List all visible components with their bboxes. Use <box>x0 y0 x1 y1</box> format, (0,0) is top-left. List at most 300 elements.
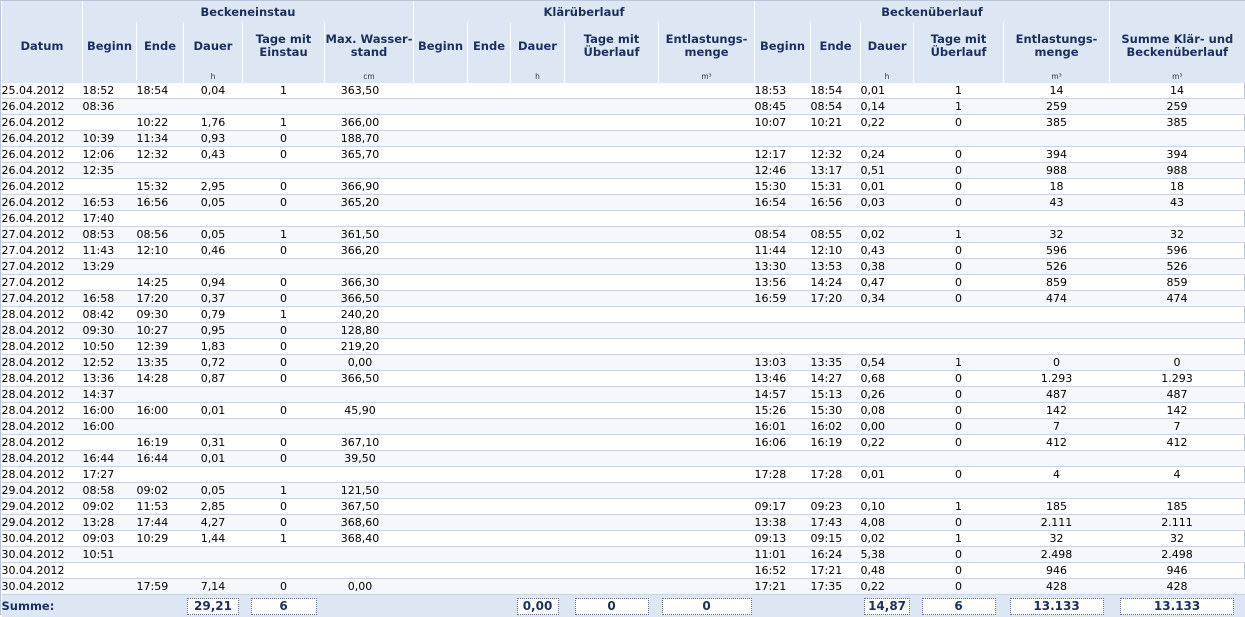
table-row <box>2 499 1245 515</box>
cell-summe: 988 <box>1110 163 1245 179</box>
cell-summe <box>1110 211 1245 227</box>
cell-datum: 25.04.2012 <box>2 83 83 99</box>
cell-summe: 2.498 <box>1110 547 1245 563</box>
cell-einstau-beginn: 08:58 <box>83 483 137 499</box>
cell-klaer-beginn <box>414 499 468 515</box>
cell-klaer-menge <box>659 483 755 499</box>
cell-summe: 946 <box>1110 563 1245 579</box>
cell-klaer-beginn <box>414 387 468 403</box>
cell-becken-dauer: 4,08 <box>861 515 914 531</box>
cell-klaer-ende <box>468 147 511 163</box>
column-header-summe: Summe Klär- und Beckenüberlauf <box>1110 23 1245 69</box>
cell-summe <box>1110 451 1245 467</box>
cell-datum: 30.04.2012 <box>2 579 83 595</box>
cell-klaer-menge <box>659 323 755 339</box>
cell-tage-mit-einstau: 0 <box>243 451 325 467</box>
cell-becken-ende: 13:17 <box>811 163 861 179</box>
cell-datum: 28.04.2012 <box>2 435 83 451</box>
cell-tage-mit-einstau: 0 <box>243 323 325 339</box>
cell-einstau-dauer: 0,05 <box>184 195 243 211</box>
cell-einstau-ende <box>137 99 184 115</box>
unit-cell <box>2 69 83 83</box>
cell-klaer-ende <box>468 355 511 371</box>
unit-cell <box>243 69 325 83</box>
cell-klaer-menge <box>659 195 755 211</box>
cell-klaer-tage <box>565 243 659 259</box>
cell-becken-beginn <box>755 323 811 339</box>
cell-becken-dauer <box>861 307 914 323</box>
cell-becken-ende <box>811 483 861 499</box>
column-header-becken-tage: Tage mit Überlauf <box>914 23 1004 69</box>
table-header <box>2 1 1245 83</box>
cell-klaer-tage <box>565 467 659 483</box>
cell-einstau-dauer: 0,94 <box>184 275 243 291</box>
column-header-becken-ende: Ende <box>811 23 861 69</box>
cell-summe: 0 <box>1110 355 1245 371</box>
cell-klaer-ende <box>468 211 511 227</box>
cell-klaer-dauer <box>511 83 565 99</box>
cell-klaer-tage <box>565 227 659 243</box>
cell-max-wasserstand: 0,00 <box>325 579 414 595</box>
cell-becken-dauer <box>861 451 914 467</box>
cell-klaer-beginn <box>414 147 468 163</box>
cell-einstau-ende: 12:39 <box>137 339 184 355</box>
cell-datum: 26.04.2012 <box>2 163 83 179</box>
cell-becken-ende: 15:13 <box>811 387 861 403</box>
cell-klaer-dauer <box>511 227 565 243</box>
cell-einstau-beginn <box>83 579 137 595</box>
cell-einstau-dauer <box>184 387 243 403</box>
cell-becken-beginn <box>755 339 811 355</box>
cell-einstau-ende: 13:35 <box>137 355 184 371</box>
cell-becken-beginn: 15:30 <box>755 179 811 195</box>
cell-einstau-beginn: 13:36 <box>83 371 137 387</box>
summary-becken-menge: 13.133 <box>1010 598 1104 615</box>
cell-becken-beginn <box>755 307 811 323</box>
cell-klaer-menge <box>659 531 755 547</box>
cell-datum: 26.04.2012 <box>2 195 83 211</box>
cell-becken-beginn: 10:07 <box>755 115 811 131</box>
cell-datum: 27.04.2012 <box>2 275 83 291</box>
cell-klaer-tage <box>565 563 659 579</box>
cell-becken-menge: 142 <box>1004 403 1110 419</box>
cell-max-wasserstand <box>325 547 414 563</box>
cell-max-wasserstand: 121,50 <box>325 483 414 499</box>
cell-klaer-tage <box>565 83 659 99</box>
cell-datum: 29.04.2012 <box>2 499 83 515</box>
cell-becken-tage <box>914 483 1004 499</box>
cell-klaer-tage <box>565 403 659 419</box>
cell-einstau-dauer: 4,27 <box>184 515 243 531</box>
cell-tage-mit-einstau <box>243 387 325 403</box>
cell-einstau-beginn: 17:40 <box>83 211 137 227</box>
table-row <box>2 179 1245 195</box>
cell-klaer-dauer <box>511 355 565 371</box>
cell-klaer-beginn <box>414 131 468 147</box>
cell-tage-mit-einstau: 1 <box>243 83 325 99</box>
cell-tage-mit-einstau: 1 <box>243 115 325 131</box>
column-header-klaer-dauer: Dauer <box>511 23 565 69</box>
column-header-becken-menge: Entlastungs-menge <box>1004 23 1110 69</box>
cell-einstau-ende: 18:54 <box>137 83 184 99</box>
cell-max-wasserstand <box>325 259 414 275</box>
cell-einstau-ende: 10:29 <box>137 531 184 547</box>
table-row <box>2 163 1245 179</box>
cell-einstau-dauer: 2,85 <box>184 499 243 515</box>
cell-becken-tage: 0 <box>914 291 1004 307</box>
summary-label: Summe: <box>2 595 184 617</box>
cell-einstau-ende: 10:27 <box>137 323 184 339</box>
cell-datum: 26.04.2012 <box>2 147 83 163</box>
cell-einstau-ende <box>137 563 184 579</box>
cell-klaer-menge <box>659 291 755 307</box>
cell-becken-menge: 14 <box>1004 83 1110 99</box>
cell-becken-dauer: 0,68 <box>861 371 914 387</box>
cell-becken-tage <box>914 131 1004 147</box>
cell-einstau-dauer: 1,44 <box>184 531 243 547</box>
cell-klaer-tage <box>565 307 659 323</box>
table-row <box>2 531 1245 547</box>
cell-becken-menge: 43 <box>1004 195 1110 211</box>
cell-becken-beginn: 12:46 <box>755 163 811 179</box>
cell-summe: 4 <box>1110 467 1245 483</box>
unit-becken-menge: m³ <box>1004 69 1110 83</box>
cell-einstau-ende: 11:34 <box>137 131 184 147</box>
cell-einstau-ende: 12:10 <box>137 243 184 259</box>
cell-klaer-beginn <box>414 179 468 195</box>
cell-becken-beginn: 17:21 <box>755 579 811 595</box>
cell-einstau-beginn <box>83 563 137 579</box>
cell-becken-beginn: 16:54 <box>755 195 811 211</box>
cell-klaer-menge <box>659 451 755 467</box>
cell-datum: 28.04.2012 <box>2 419 83 435</box>
cell-klaer-ende <box>468 163 511 179</box>
cell-becken-dauer: 0,08 <box>861 403 914 419</box>
cell-becken-menge: 526 <box>1004 259 1110 275</box>
cell-summe: 859 <box>1110 275 1245 291</box>
cell-becken-tage: 0 <box>914 115 1004 131</box>
cell-klaer-dauer <box>511 211 565 227</box>
cell-becken-tage: 0 <box>914 371 1004 387</box>
cell-becken-dauer: 0,43 <box>861 243 914 259</box>
cell-klaer-tage <box>565 147 659 163</box>
cell-klaer-ende <box>468 403 511 419</box>
cell-becken-beginn: 08:54 <box>755 227 811 243</box>
cell-becken-tage: 0 <box>914 195 1004 211</box>
group-header-beckenueberlauf: Beckenüberlauf <box>755 1 1110 23</box>
cell-becken-menge <box>1004 339 1110 355</box>
cell-datum: 27.04.2012 <box>2 243 83 259</box>
cell-tage-mit-einstau <box>243 419 325 435</box>
cell-becken-menge: 259 <box>1004 99 1110 115</box>
unit-cell <box>811 69 861 83</box>
cell-becken-tage: 0 <box>914 435 1004 451</box>
cell-klaer-ende <box>468 531 511 547</box>
cell-einstau-ende: 14:25 <box>137 275 184 291</box>
table-row <box>2 83 1245 99</box>
cell-einstau-dauer <box>184 547 243 563</box>
cell-max-wasserstand <box>325 99 414 115</box>
cell-max-wasserstand <box>325 387 414 403</box>
cell-becken-dauer: 0,02 <box>861 531 914 547</box>
cell-klaer-dauer <box>511 163 565 179</box>
cell-klaer-beginn <box>414 227 468 243</box>
cell-max-wasserstand: 366,30 <box>325 275 414 291</box>
cell-summe: 259 <box>1110 99 1245 115</box>
cell-becken-dauer: 0,22 <box>861 115 914 131</box>
cell-einstau-dauer: 0,04 <box>184 83 243 99</box>
unit-cell <box>565 69 659 83</box>
cell-becken-tage: 0 <box>914 243 1004 259</box>
cell-klaer-beginn <box>414 115 468 131</box>
cell-klaer-tage <box>565 419 659 435</box>
cell-datum: 26.04.2012 <box>2 211 83 227</box>
cell-einstau-ende: 09:02 <box>137 483 184 499</box>
cell-klaer-tage <box>565 115 659 131</box>
cell-einstau-beginn: 16:00 <box>83 403 137 419</box>
cell-becken-ende: 15:30 <box>811 403 861 419</box>
table-row <box>2 259 1245 275</box>
table-row <box>2 451 1245 467</box>
unit-cell <box>468 69 511 83</box>
cell-tage-mit-einstau <box>243 211 325 227</box>
unit-cell <box>83 69 137 83</box>
cell-max-wasserstand: 365,70 <box>325 147 414 163</box>
cell-tage-mit-einstau: 0 <box>243 339 325 355</box>
cell-klaer-ende <box>468 451 511 467</box>
cell-becken-ende: 14:24 <box>811 275 861 291</box>
cell-klaer-tage <box>565 195 659 211</box>
cell-summe <box>1110 307 1245 323</box>
cell-datum: 30.04.2012 <box>2 563 83 579</box>
cell-becken-menge <box>1004 323 1110 339</box>
cell-max-wasserstand: 363,50 <box>325 83 414 99</box>
table-row <box>2 371 1245 387</box>
cell-summe: 32 <box>1110 227 1245 243</box>
cell-becken-menge: 385 <box>1004 115 1110 131</box>
cell-einstau-dauer: 0,05 <box>184 483 243 499</box>
cell-becken-menge: 185 <box>1004 499 1110 515</box>
cell-klaer-dauer <box>511 387 565 403</box>
cell-klaer-beginn <box>414 99 468 115</box>
cell-einstau-beginn: 17:27 <box>83 467 137 483</box>
cell-max-wasserstand: 365,20 <box>325 195 414 211</box>
cell-einstau-beginn: 09:02 <box>83 499 137 515</box>
cell-klaer-dauer <box>511 403 565 419</box>
cell-max-wasserstand: 367,10 <box>325 435 414 451</box>
cell-klaer-dauer <box>511 275 565 291</box>
cell-einstau-dauer: 0,05 <box>184 227 243 243</box>
unit-klaer-dauer: h <box>511 69 565 83</box>
cell-einstau-beginn: 10:39 <box>83 131 137 147</box>
cell-becken-dauer <box>861 131 914 147</box>
cell-klaer-dauer <box>511 307 565 323</box>
cell-max-wasserstand: 45,90 <box>325 403 414 419</box>
cell-becken-beginn <box>755 131 811 147</box>
table-row <box>2 339 1245 355</box>
cell-einstau-ende: 08:56 <box>137 227 184 243</box>
cell-max-wasserstand: 366,00 <box>325 115 414 131</box>
cell-klaer-beginn <box>414 339 468 355</box>
table-row <box>2 323 1245 339</box>
cell-klaer-beginn <box>414 451 468 467</box>
cell-klaer-dauer <box>511 259 565 275</box>
cell-klaer-tage <box>565 387 659 403</box>
cell-klaer-menge <box>659 499 755 515</box>
cell-klaer-tage <box>565 259 659 275</box>
cell-summe: 7 <box>1110 419 1245 435</box>
cell-becken-ende: 14:27 <box>811 371 861 387</box>
cell-klaer-menge <box>659 579 755 595</box>
cell-klaer-ende <box>468 387 511 403</box>
table-row <box>2 99 1245 115</box>
cell-becken-tage: 1 <box>914 99 1004 115</box>
summary-klaer-dauer: 0,00 <box>517 598 559 615</box>
cell-becken-dauer: 0,38 <box>861 259 914 275</box>
cell-summe: 185 <box>1110 499 1245 515</box>
cell-becken-ende: 09:23 <box>811 499 861 515</box>
cell-einstau-dauer <box>184 99 243 115</box>
cell-becken-tage: 0 <box>914 387 1004 403</box>
cell-klaer-ende <box>468 563 511 579</box>
cell-einstau-dauer: 0,01 <box>184 403 243 419</box>
unit-cell <box>137 69 184 83</box>
cell-becken-ende: 15:31 <box>811 179 861 195</box>
cell-becken-menge: 7 <box>1004 419 1110 435</box>
cell-klaer-beginn <box>414 531 468 547</box>
cell-becken-beginn: 08:45 <box>755 99 811 115</box>
cell-becken-menge: 474 <box>1004 291 1110 307</box>
cell-tage-mit-einstau: 0 <box>243 371 325 387</box>
cell-klaer-menge <box>659 211 755 227</box>
cell-einstau-beginn: 16:00 <box>83 419 137 435</box>
cell-becken-beginn: 13:38 <box>755 515 811 531</box>
cell-datum: 26.04.2012 <box>2 131 83 147</box>
cell-klaer-tage <box>565 339 659 355</box>
cell-klaer-tage <box>565 163 659 179</box>
cell-becken-menge <box>1004 483 1110 499</box>
cell-klaer-dauer <box>511 515 565 531</box>
cell-klaer-dauer <box>511 531 565 547</box>
group-header-beckeneinstau: Beckeneinstau <box>83 1 414 23</box>
column-header-klaer-tage: Tage mit Überlauf <box>565 23 659 69</box>
cell-klaer-menge <box>659 339 755 355</box>
cell-einstau-ende: 16:19 <box>137 435 184 451</box>
cell-max-wasserstand: 366,90 <box>325 179 414 195</box>
cell-becken-dauer: 0,03 <box>861 195 914 211</box>
cell-tage-mit-einstau: 0 <box>243 131 325 147</box>
summary-tage-mit-einstau: 6 <box>251 598 317 615</box>
cell-klaer-beginn <box>414 291 468 307</box>
cell-becken-ende: 17:28 <box>811 467 861 483</box>
cell-becken-tage: 0 <box>914 163 1004 179</box>
column-header-einstau-dauer: Dauer <box>184 23 243 69</box>
cell-summe: 394 <box>1110 147 1245 163</box>
cell-klaer-ende <box>468 579 511 595</box>
cell-becken-ende: 16:24 <box>811 547 861 563</box>
cell-becken-dauer <box>861 323 914 339</box>
cell-einstau-beginn: 10:50 <box>83 339 137 355</box>
cell-becken-ende: 08:54 <box>811 99 861 115</box>
cell-einstau-ende <box>137 259 184 275</box>
cell-einstau-ende <box>137 547 184 563</box>
cell-max-wasserstand: 361,50 <box>325 227 414 243</box>
cell-einstau-beginn: 11:43 <box>83 243 137 259</box>
cell-becken-ende: 08:55 <box>811 227 861 243</box>
cell-tage-mit-einstau <box>243 563 325 579</box>
cell-klaer-menge <box>659 147 755 163</box>
cell-max-wasserstand <box>325 419 414 435</box>
column-header-becken-dauer: Dauer <box>861 23 914 69</box>
cell-max-wasserstand: 366,50 <box>325 291 414 307</box>
cell-klaer-menge <box>659 387 755 403</box>
cell-klaer-ende <box>468 83 511 99</box>
cell-summe <box>1110 483 1245 499</box>
cell-klaer-ende <box>468 307 511 323</box>
cell-klaer-menge <box>659 355 755 371</box>
cell-becken-ende: 12:10 <box>811 243 861 259</box>
cell-becken-tage: 0 <box>914 547 1004 563</box>
table-row <box>2 563 1245 579</box>
cell-datum: 28.04.2012 <box>2 339 83 355</box>
cell-datum: 26.04.2012 <box>2 179 83 195</box>
cell-klaer-dauer <box>511 451 565 467</box>
cell-summe <box>1110 323 1245 339</box>
cell-summe: 487 <box>1110 387 1245 403</box>
cell-summe: 596 <box>1110 243 1245 259</box>
cell-becken-dauer <box>861 483 914 499</box>
cell-tage-mit-einstau: 1 <box>243 307 325 323</box>
cell-einstau-dauer: 0,79 <box>184 307 243 323</box>
table-footer <box>2 595 1245 617</box>
cell-becken-tage: 0 <box>914 563 1004 579</box>
cell-becken-dauer <box>861 339 914 355</box>
cell-klaer-dauer <box>511 131 565 147</box>
cell-einstau-dauer: 2,95 <box>184 179 243 195</box>
cell-klaer-ende <box>468 179 511 195</box>
cell-klaer-tage <box>565 547 659 563</box>
cell-einstau-beginn: 12:35 <box>83 163 137 179</box>
cell-max-wasserstand <box>325 163 414 179</box>
cell-tage-mit-einstau: 0 <box>243 147 325 163</box>
cell-klaer-dauer <box>511 179 565 195</box>
unit-cell <box>755 69 811 83</box>
cell-klaer-menge <box>659 163 755 179</box>
cell-klaer-beginn <box>414 483 468 499</box>
cell-summe <box>1110 339 1245 355</box>
cell-klaer-ende <box>468 227 511 243</box>
cell-einstau-beginn: 14:37 <box>83 387 137 403</box>
cell-becken-ende: 13:53 <box>811 259 861 275</box>
table-body <box>2 83 1245 595</box>
column-header-einstau-ende: Ende <box>137 23 184 69</box>
cell-einstau-dauer: 0,95 <box>184 323 243 339</box>
table-row <box>2 547 1245 563</box>
cell-einstau-beginn <box>83 435 137 451</box>
cell-becken-ende: 18:54 <box>811 83 861 99</box>
cell-klaer-beginn <box>414 259 468 275</box>
cell-klaer-beginn <box>414 243 468 259</box>
cell-klaer-ende <box>468 419 511 435</box>
cell-einstau-beginn: 12:06 <box>83 147 137 163</box>
cell-datum: 28.04.2012 <box>2 307 83 323</box>
cell-klaer-tage <box>565 99 659 115</box>
cell-klaer-dauer <box>511 563 565 579</box>
cell-becken-tage <box>914 451 1004 467</box>
cell-klaer-dauer <box>511 467 565 483</box>
cell-klaer-dauer <box>511 323 565 339</box>
cell-tage-mit-einstau: 0 <box>243 499 325 515</box>
